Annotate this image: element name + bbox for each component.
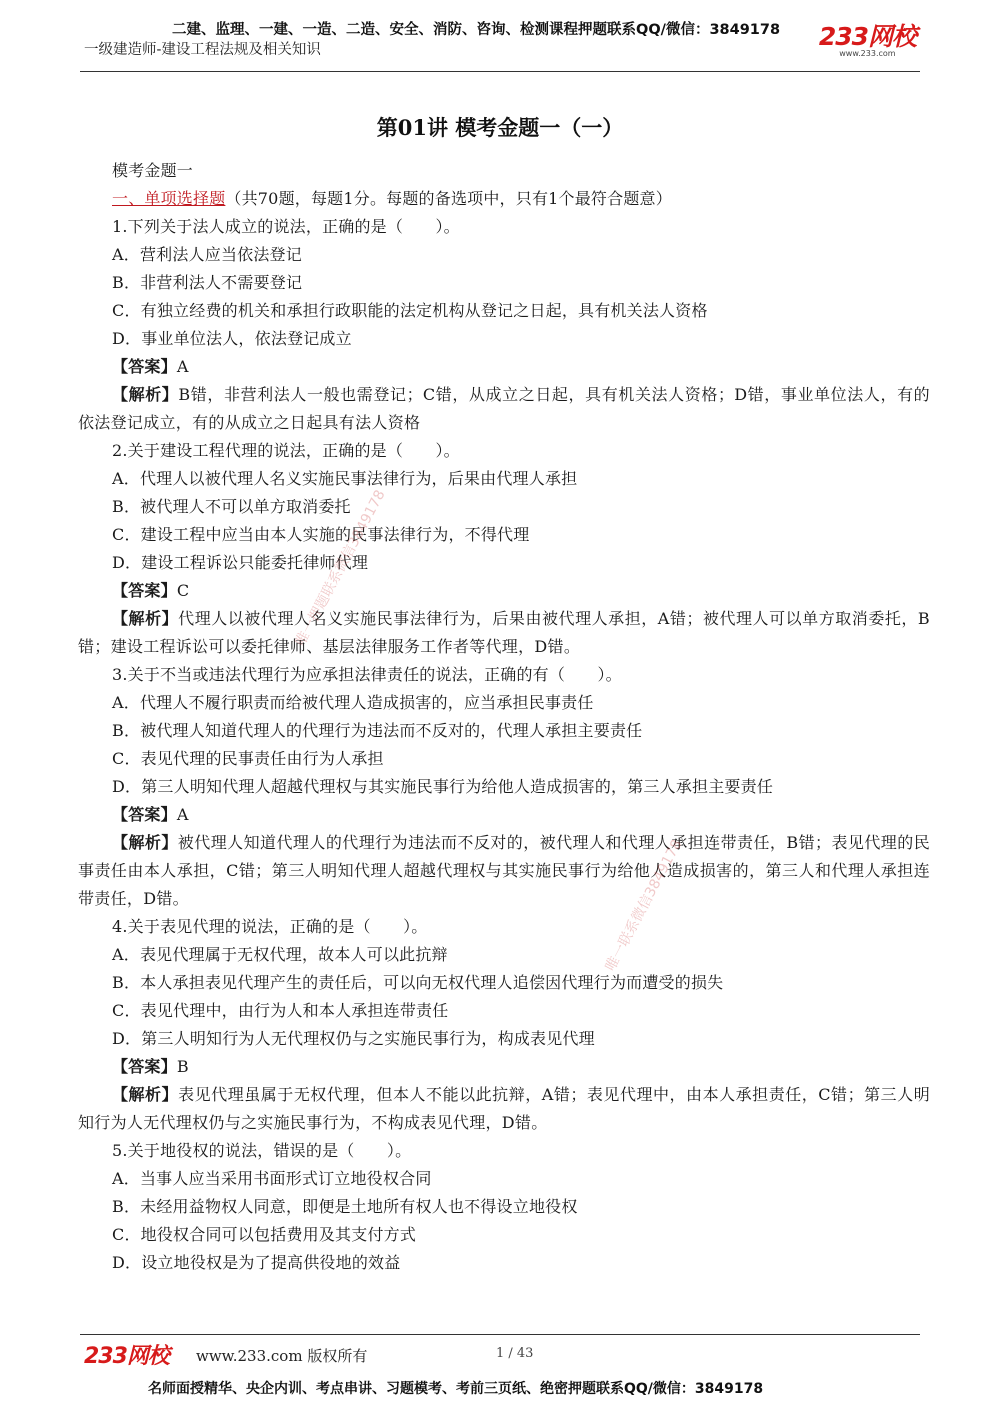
option-b: B．非营利法人不需要登记	[112, 273, 303, 292]
option-b: B．未经用益物权人同意，即便是土地所有权人也不得设立地役权	[112, 1197, 578, 1216]
option-c: C．有独立经费的机关和承担行政职能的法定机构从登记之日起，具有机关法人资格	[112, 301, 708, 320]
footer-divider	[80, 1334, 920, 1335]
option-c: C．表见代理中，由行为人和本人承担连带责任	[112, 1001, 449, 1020]
question-stem: 4.关于表见代理的说法，正确的是（ ）。	[112, 917, 428, 936]
analysis-label: 【解析】	[112, 1085, 179, 1104]
option-b: B．被代理人知道代理人的代理行为违法而不反对的，代理人承担主要责任	[112, 721, 643, 740]
answer-value: C	[176, 581, 190, 600]
analysis-text: 被代理人知道代理人的代理行为违法而不反对的，被代理人和代理人承担连带责任，B错；表见代理的民事责任由本人承担，C错；第三人明知代理人超越代理权与其实施民事行为给他人造成损害的，第三人和代理人承担连带责任，D错。	[78, 833, 930, 908]
page-title: 第01讲 模考金题一（一）	[376, 115, 624, 140]
analysis-paragraph	[78, 829, 930, 913]
answer-label: 【答案】	[112, 805, 177, 824]
option-d: D．事业单位法人，依法登记成立	[112, 329, 352, 348]
analysis-paragraph	[78, 1081, 930, 1137]
footer-copyright: www.233.com 版权所有	[196, 1347, 368, 1365]
option-d: D．第三人明知代理人超越代理权与其实施民事行为给他人造成损害的，第三人承担主要责任	[112, 777, 774, 796]
watermark-text: 唯一联系微信3849178	[602, 837, 686, 974]
option-a: A．营利法人应当依法登记	[112, 245, 302, 264]
watermark-text: 唯一押题联系微信3849178	[292, 487, 389, 649]
option-a: A．代理人不履行职责而给被代理人造成损害的，应当承担民事责任	[112, 693, 594, 712]
footer-promo: 名师面授精华、央企内训、考点串讲、习题模考、考前三页纸、绝密押题联系QQ/微信：3849178	[148, 1381, 764, 1397]
analysis-text: B错，非营利法人一般也需登记；C错，从成立之日起，具有机关法人资格；D错，事业单位法人，有的依法登记成立，有的从成立之日起具有法人资格	[78, 385, 930, 432]
answer-line	[78, 353, 930, 381]
footer-logo: 233网校	[84, 1344, 169, 1369]
question-stem: 5.关于地役权的说法，错误的是（ ）。	[112, 1141, 412, 1160]
option-d: D．设立地役权是为了提高供役地的效益	[112, 1253, 401, 1272]
option-b: B．本人承担表见代理产生的责任后，可以向无权代理人追偿因代理行为而遭受的损失	[112, 973, 724, 992]
page-number: 1 / 43	[496, 1346, 534, 1361]
option-c: C．地役权合同可以包括费用及其支付方式	[112, 1225, 417, 1244]
option-a: A．当事人应当采用书面形式订立地役权合同	[112, 1169, 432, 1188]
exam-name: 模考金题一	[112, 161, 194, 180]
answer-value: A	[176, 357, 189, 376]
section-label: 一、单项选择题	[112, 189, 226, 208]
document-body	[78, 157, 930, 1277]
brand-logo-url: www.233.com	[839, 49, 896, 58]
header-promo: 二建、监理、一建、一造、二造、安全、消防、咨询、检测课程押题联系QQ/微信：3849178	[172, 22, 781, 38]
course-name: 一级建造师-建设工程法规及相关知识	[84, 42, 321, 58]
option-a: A．表见代理属于无权代理，故本人可以此抗辩	[112, 945, 448, 964]
question-stem: 1.下列关于法人成立的说法，正确的是（ ）。	[112, 217, 460, 236]
option-c: C．建设工程中应当由本人实施的民事法律行为，不得代理	[112, 525, 530, 544]
header-divider	[80, 71, 920, 72]
section-heading	[78, 185, 930, 213]
answer-value: A	[176, 805, 189, 824]
answer-line	[78, 1053, 930, 1081]
analysis-label: 【解析】	[112, 833, 178, 852]
brand-logo	[819, 24, 916, 58]
analysis-text: 代理人以被代理人名义实施民事法律行为，后果由被代理人承担，A错；被代理人可以单方取消委托，B错；建设工程诉讼可以委托律师、基层法律服务工作者等代理，D错。	[78, 609, 930, 656]
answer-label: 【答案】	[112, 581, 177, 600]
analysis-label: 【解析】	[112, 385, 179, 404]
answer-line	[78, 577, 930, 605]
analysis-text: 表见代理虽属于无权代理，但本人不能以此抗辩，A错；表见代理中，由本人承担责任，C错；第三人明知行为人无代理权仍与之实施民事行为，不构成表见代理，D错。	[78, 1085, 930, 1132]
option-d: D．第三人明知行为人无代理权仍与之实施民事行为，构成表见代理	[112, 1029, 595, 1048]
analysis-label: 【解析】	[112, 609, 179, 628]
option-b: B．被代理人不可以单方取消委托	[112, 497, 351, 516]
answer-line	[78, 801, 930, 829]
analysis-paragraph	[78, 605, 930, 661]
section-note: （共70题，每题1分。每题的备选项中，只有1个最符合题意）	[225, 189, 672, 208]
answer-value: B	[176, 1057, 189, 1076]
question-stem: 2.关于建设工程代理的说法，正确的是（ ）。	[112, 441, 460, 460]
option-a: A．代理人以被代理人名义实施民事法律行为，后果由代理人承担	[112, 469, 578, 488]
answer-label: 【答案】	[112, 357, 177, 376]
option-d: D．建设工程诉讼只能委托律师代理	[112, 553, 369, 572]
brand-logo-text: 233网校	[818, 22, 916, 51]
analysis-paragraph	[78, 381, 930, 437]
question-stem: 3.关于不当或违法代理行为应承担法律责任的说法，正确的有（ ）。	[112, 665, 622, 684]
answer-label: 【答案】	[112, 1057, 177, 1076]
option-c: C．表见代理的民事责任由行为人承担	[112, 749, 384, 768]
